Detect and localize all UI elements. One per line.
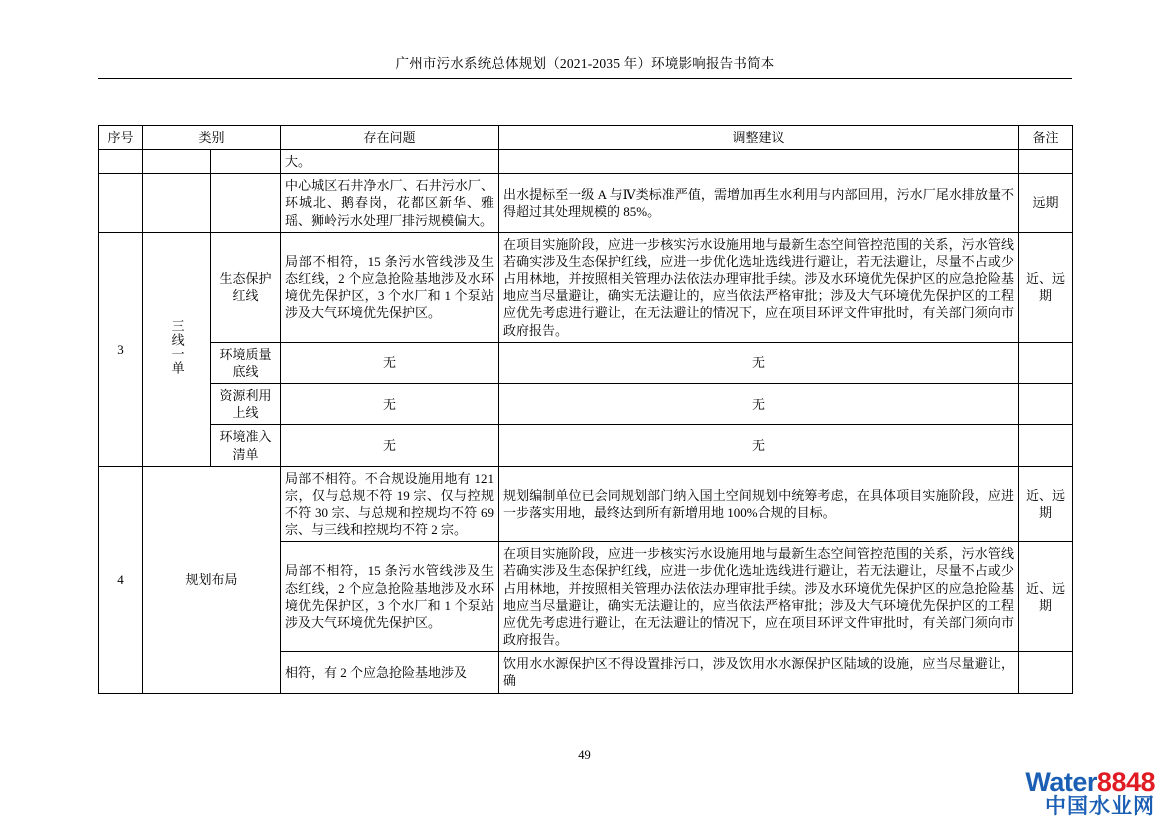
adjustment-advice-table <box>98 125 1073 694</box>
header-note: 备注 <box>1019 126 1073 150</box>
header-category: 类别 <box>143 126 281 150</box>
row-note <box>1019 425 1073 466</box>
row-note <box>1019 652 1073 693</box>
table-row <box>99 384 1073 425</box>
header-problem: 存在问题 <box>281 126 499 150</box>
table-row <box>99 150 1073 174</box>
header-advice: 调整建议 <box>499 126 1019 150</box>
row-category-label: 三线一单 <box>169 319 185 376</box>
row-subcategory <box>211 150 281 174</box>
watermark-number: 8848 <box>1096 766 1155 797</box>
table-row <box>99 425 1073 466</box>
row-problem: 无 <box>281 384 499 425</box>
row-note <box>1019 384 1073 425</box>
row-advice: 在项目实施阶段，应进一步核实污水设施用地与最新生态空间管控范围的关系，污水管线若确实涉及生态保护红线，应进一步优化选址选线进行避让，若无法避让，尽量不占或少占用林地，并按照相关管理办法依法办理审批手续。涉及水环境优先保护区的应急抢险基地应当尽量避让，确实无法避让的，应当依法严格审批；涉及大气环境优先保护区的工程应优先考虑进行避让，在无法避让的情况下，应在项目环评文件审批时，有关部门须向市政府报告。 <box>499 232 1019 342</box>
watermark-brand: Water <box>1025 766 1097 797</box>
row-note: 远期 <box>1019 174 1073 232</box>
table-row <box>99 342 1073 383</box>
row-note: 近、远期 <box>1019 542 1073 652</box>
watermark-line-1 <box>1025 768 1155 796</box>
row-category <box>143 232 211 466</box>
header-seq: 序号 <box>99 126 143 150</box>
row-advice: 无 <box>499 425 1019 466</box>
row-subcategory: 生态保护红线 <box>211 232 281 342</box>
watermark <box>1025 768 1155 818</box>
row-problem: 局部不相符。不合规设施用地有 121 宗，仅与总规不符 19 宗、仅与控规不符 30 宗、与总规和控规均不符 69 宗、与三线和控规均不符 2 宗。 <box>281 466 499 542</box>
row-advice: 规划编制单位已会同规划部门纳入国土空间规划中统筹考虑，在具体项目实施阶段，应进一步落实用地，最终达到所有新增用地 100%合规的目标。 <box>499 466 1019 542</box>
row-problem: 局部不相符，15 条污水管线涉及生态红线，2 个应急抢险基地涉及水环境优先保护区，3 个水厂和 1 个泵站涉及大气环境优先保护区。 <box>281 232 499 342</box>
row-advice: 无 <box>499 384 1019 425</box>
row-seq <box>99 150 143 174</box>
row-seq <box>99 174 143 232</box>
watermark-line-2: 中国水业网 <box>1045 794 1155 818</box>
table-header-row <box>99 126 1073 150</box>
row-category <box>143 150 211 174</box>
row-seq: 3 <box>99 232 143 466</box>
row-note: 近、远期 <box>1019 466 1073 542</box>
table-row <box>99 466 1073 542</box>
row-advice: 饮用水水源保护区不得设置排污口，涉及饮用水水源保护区陆域的设施，应当尽量避让，确 <box>499 652 1019 693</box>
row-problem: 中心城区石井净水厂、石井污水厂、环城北、鹅春岗，花都区新华、雅瑶、狮岭污水处理厂排污规模偏大。 <box>281 174 499 232</box>
row-subcategory: 环境质量底线 <box>211 342 281 383</box>
row-problem: 大。 <box>281 150 499 174</box>
row-advice: 无 <box>499 342 1019 383</box>
row-category: 规划布局 <box>143 466 281 693</box>
row-note <box>1019 150 1073 174</box>
row-note <box>1019 342 1073 383</box>
row-problem: 无 <box>281 342 499 383</box>
row-advice: 出水提标至一级 A 与Ⅳ类标准严值，需增加再生水利用与内部回用，污水厂尾水排放量不得超过其处理规模的 85%。 <box>499 174 1019 232</box>
table-row <box>99 232 1073 342</box>
row-advice <box>499 150 1019 174</box>
page-number: 49 <box>578 748 591 762</box>
row-advice: 在项目实施阶段，应进一步核实污水设施用地与最新生态空间管控范围的关系，污水管线若确实涉及生态保护红线，应进一步优化选址选线进行避让，若无法避让，尽量不占或少占用林地，并按照相关管理办法依法办理审批手续。涉及水环境优先保护区的应急抢险基地应当尽量避让，确实无法避让的，应当依法严格审批；涉及大气环境优先保护区的工程应优先考虑进行避让，在无法避让的情况下，应在项目环评文件审批时，有关部门须向市政府报告。 <box>499 542 1019 652</box>
row-seq: 4 <box>99 466 143 693</box>
row-note: 近、远期 <box>1019 232 1073 342</box>
row-problem: 无 <box>281 425 499 466</box>
row-subcategory: 资源利用上线 <box>211 384 281 425</box>
row-problem: 局部不相符，15 条污水管线涉及生态红线，2 个应急抢险基地涉及水环境优先保护区，3 个水厂和 1 个泵站涉及大气环境优先保护区。 <box>281 542 499 652</box>
page-header: 广州市污水系统总体规划（2021-2035 年）环境影响报告书简本 <box>98 52 1072 79</box>
row-subcategory: 环境准入清单 <box>211 425 281 466</box>
table-row <box>99 174 1073 232</box>
row-subcategory <box>211 174 281 232</box>
row-problem: 相符，有 2 个应急抢险基地涉及 <box>281 652 499 693</box>
row-category <box>143 174 211 232</box>
